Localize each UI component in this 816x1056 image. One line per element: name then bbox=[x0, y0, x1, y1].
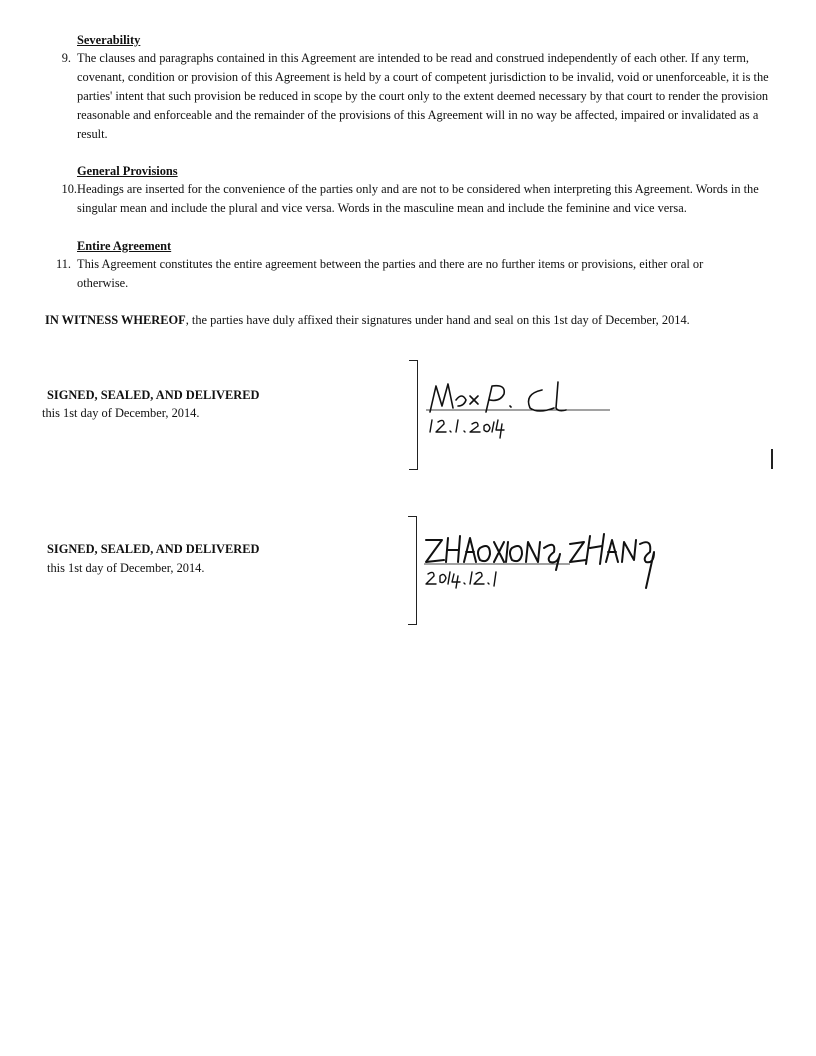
clause-number-10: 10. bbox=[61, 182, 77, 196]
signature-bracket-2 bbox=[408, 516, 417, 625]
section-heading-general-provisions: General Provisions bbox=[77, 164, 178, 178]
signature-block-1-date: this 1st day of December, 2014. bbox=[42, 406, 200, 420]
handwritten-signature-2 bbox=[420, 530, 660, 594]
witness-statement bbox=[45, 311, 785, 329]
clause-text-general-provisions: Headings are inserted for the convenience of the parties only and are not to be considered when interpreting this Agreement. Words in the singular mean and include the plural and vice versa. Words in the masculine mean and include the feminine and vice versa. bbox=[77, 182, 759, 215]
clause-text-entire-agreement: This Agreement constitutes the entire agreement between the parties and there are no further items or provisions, either oral or otherwise. bbox=[77, 257, 704, 290]
clause-number-9: 9. bbox=[61, 51, 71, 65]
witness-rest: , the parties have duly affixed their signatures under hand and seal on this 1st day of December, 2014. bbox=[185, 313, 690, 327]
signature-block-2-title: SIGNED, SEALED, AND DELIVERED bbox=[47, 542, 260, 556]
margin-mark bbox=[771, 449, 773, 469]
witness-lead: IN WITNESS WHEREOF bbox=[45, 313, 186, 327]
signature-block-2-date: this 1st day of December, 2014. bbox=[47, 561, 205, 575]
signature-bracket-1 bbox=[409, 360, 418, 470]
handwritten-signature-1 bbox=[420, 372, 620, 442]
signature-block-1-title: SIGNED, SEALED, AND DELIVERED bbox=[47, 388, 260, 402]
clause-text-severability: The clauses and paragraphs contained in this Agreement are intended to be read and construed independently of each other. If any term, covenant, condition or provision of this Agreement is held by a court of competent jurisdiction to be invalid, void or unenforceable, it is the parties' intent that such provision be reduced in scope by the court only to the extent deemed necessary by that court to render the provision reasonable and enforceable and the remainder of the provisions of this Agreement will in no way be affected, impaired or invalidated as a result. bbox=[77, 51, 769, 141]
section-heading-entire-agreement: Entire Agreement bbox=[77, 239, 172, 253]
section-heading-severability: Severability bbox=[77, 33, 141, 47]
clause-number-11: 11. bbox=[55, 257, 71, 271]
